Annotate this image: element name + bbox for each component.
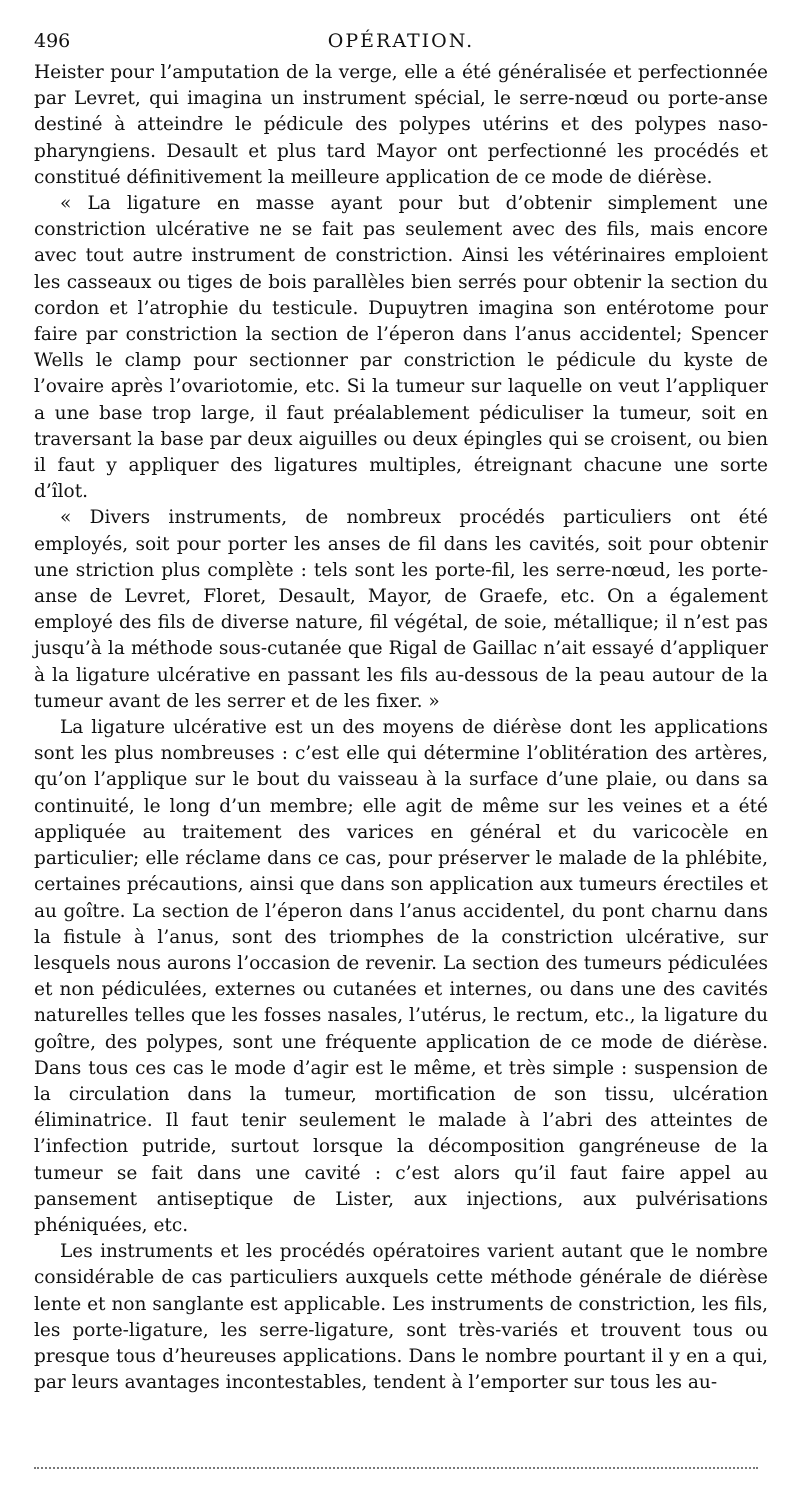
paragraph-quote-ligature-en-masse: « La ligature en masse ayant pour but d’obtenir simplement une constriction ulcérative ne se fait pas seulement avec des fils, mais encore avec tout autre instrument de constriction. Ainsi les vétérinaires emploient les casseaux ou tiges de bois parallèles bien serrés pour obtenir la section du cordon et l’atrophie du testicule. Dupuytren imagina son entérotome pour faire par constriction la section de l’éperon dans l’anus accidentel; Spencer Wells le clamp pour sectionner par constriction le pédicule du kyste de l’ovaire après l’ovariotomie, etc. Si la tumeur sur laquelle on veut l’appliquer a une base trop large, il faut préalablement pédiculiser la tumeur, soit en traversant la base par deux aiguilles ou deux épingles qui se croisent, ou bien il faut y appliquer des ligatures multiples, étreignant chacune une sorte d’îlot. <box>34 193 768 503</box>
paragraph-instruments-procedes: Les instruments et les procédés opératoires varient autant que le nombre considérable de cas particuliers auxquels cette méthode générale de diérèse lente et non sanglante est applicable. Les instruments de constriction, les fils, les porte-ligature, les serre-ligature, sont très-variés et trouvent tous ou presque tous d’heureuses applications. Dans le nombre pourtant il y en a qui, par leurs avantages incontestables, tendent à l’emporter sur tous les au- <box>34 1241 768 1394</box>
paragraph-continuation: Heister pour l’amputation de la verge, elle a été généralisée et perfectionnée par Levret, qui imagina un instrument spécial, le serre-nœud ou porte-anse destiné à atteindre le pédicule des polypes utérins et des polypes naso-pharyngiens. Desault et plus tard Mayor ont perfectionné les procédés et constitué définitivement la meilleure application de ce mode de diérèse. <box>34 62 768 188</box>
running-header <box>34 26 768 56</box>
body-text <box>34 60 768 1396</box>
paragraph-ligature-ulcerative: La ligature ulcérative est un des moyens de diérèse dont les applications sont les plus nombreuses : c’est elle qui détermine l’oblitération des artères, qu’on l’applique sur le bout du vaisseau à la surface d’une plaie, ou dans sa continuité, le long d’un membre; elle agit de même sur les veines et a été appliquée au traitement des varices en général et du varicocèle en particulier; elle réclame dans ce cas, pour préserver le malade de la phlébite, certaines précautions, ainsi que dans son application aux tumeurs érectiles et au goître. La section de l’éperon dans l’anus accidentel, du pont charnu dans la fistule à l’anus, sont des triomphes de la constriction ulcérative, sur lesquels nous aurons l’occasion de revenir. La section des tumeurs pédiculées et non pédiculées, externes ou cutanées et internes, ou dans une des cavités naturelles telles que les fosses nasales, l’utérus, le rectum, etc., la ligature du goître, des polypes, sont une fréquente application de ce mode de diérèse. Dans tous ces cas le mode d’agir est le même, et très simple : suspension de la circulation dans la tumeur, mortification de son tissu, ulcération éliminatrice. Il faut tenir seulement le malade à l’abri des atteintes de l’infection putride, surtout lorsque la décomposition gangréneuse de la tumeur se fait dans une cavité : c’est alors qu’il faut faire appel au pansement antiseptique de Lister, aux injections, aux pulvérisations phéniquées, etc. <box>34 717 768 1236</box>
paragraph-quote-divers-instruments: « Divers instruments, de nombreux procédés particuliers ont été employés, soit pour porter les anses de fil dans les cavités, soit pour obtenir une striction plus complète : tels sont les porte-fil, les serre-nœud, les porte-anse de Levret, Floret, Desault, Mayor, de Graefe, etc. On a également employé des fils de diverse nature, fil végétal, de soie, métallique; il n’est pas jusqu’à la méthode sous-cutanée que Rigal de Gaillac n’ait essayé d’appliquer à la ligature ulcérative en passant les fils au-dessous de la peau autour de la tumeur avant de les serrer et de les fixer. » <box>34 507 768 712</box>
running-title: OPÉRATION. <box>327 30 475 52</box>
book-page <box>34 26 768 1396</box>
page-number: 496 <box>34 30 71 52</box>
footer-dotted-rule <box>34 1467 758 1469</box>
